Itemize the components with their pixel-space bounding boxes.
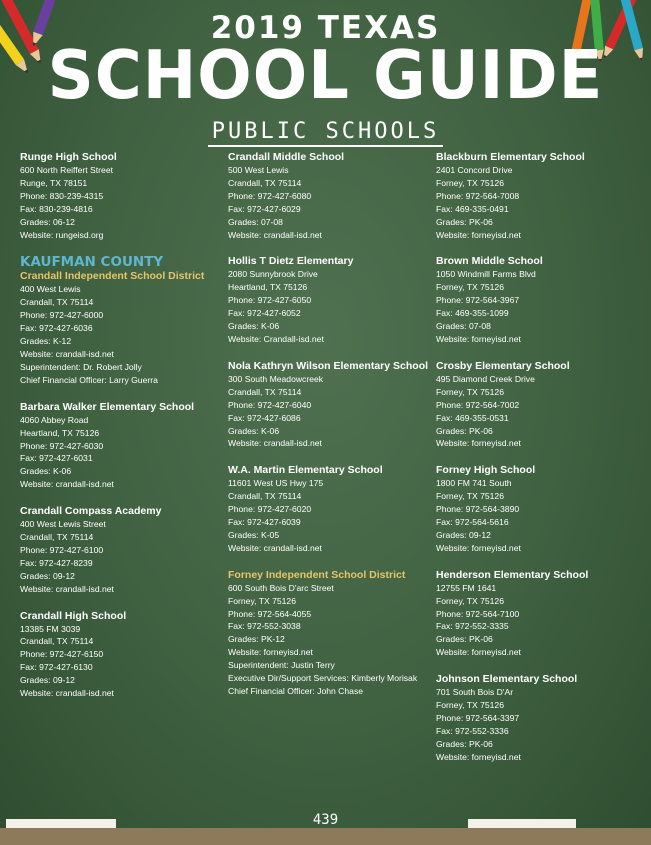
school-fax: Fax: 469-335-0491 <box>436 203 509 214</box>
school-city: Forney, TX 75126 <box>436 595 504 606</box>
school-address: 1800 FM 741 South <box>436 478 512 489</box>
school-phone: Phone: 972-427-6020 <box>228 504 312 515</box>
school-name: Barbara Walker Elementary School <box>20 400 195 413</box>
school-grades: Grades: PK-06 <box>436 216 493 227</box>
school-fax: Fax: 830-239-4816 <box>20 203 93 214</box>
school-city: Runge, TX 78151 <box>20 177 88 188</box>
district-address: 400 West Lewis <box>20 284 81 295</box>
school-name: Nola Kathryn Wilson Elementary School <box>228 359 429 372</box>
school-address: 300 South Meadowcreek <box>228 373 324 384</box>
school-grades: Grades: K-06 <box>228 321 280 332</box>
district-fax: Fax: 972-427-6036 <box>20 323 93 334</box>
school-website: Website: forneyisd.net <box>436 542 521 553</box>
school-entry-johnson <box>436 673 641 763</box>
school-city: Forney, TX 75126 <box>436 282 504 293</box>
school-entry-forney-high <box>436 464 641 554</box>
school-name: Brown Middle School <box>436 255 543 268</box>
school-city: Forney, TX 75126 <box>436 700 504 711</box>
school-entry-wa-martin <box>228 464 433 554</box>
school-fax: Fax: 972-427-6029 <box>228 203 301 214</box>
school-name: Crandall Middle School <box>228 151 345 163</box>
district-fax: Fax: 972-552-3038 <box>228 621 301 632</box>
district-exec-director: Executive Dir/Support Services: Kimberly Morisak <box>228 673 418 684</box>
school-phone: Phone: 972-427-6050 <box>228 295 312 306</box>
district-info-forney <box>228 582 433 698</box>
school-website: Website: crandall-isd.net <box>228 438 322 449</box>
school-name: W.A. Martin Elementary School <box>228 464 383 477</box>
school-fax: Fax: 972-427-8239 <box>20 557 93 568</box>
school-grades: Grades: 07-08 <box>228 216 283 227</box>
school-website: Website: forneyisd.net <box>436 229 521 240</box>
school-phone: Phone: 972-564-7008 <box>436 190 520 201</box>
school-name: Blackburn Elementary School <box>436 151 585 163</box>
school-website: Website: rungeisd.org <box>20 229 104 240</box>
school-address: 701 South Bois D'Ar <box>436 687 514 698</box>
district-heading-crandall: Crandall Independent School District <box>20 270 205 283</box>
school-website: Website: crandall-isd.net <box>20 583 114 594</box>
school-grades: Grades: 09-12 <box>20 570 75 581</box>
school-grades: Grades: PK-06 <box>436 425 493 436</box>
school-name: Crandall Compass Academy <box>20 505 162 518</box>
school-address: 4060 Abbey Road <box>20 414 89 425</box>
school-name: Henderson Elementary School <box>436 568 589 581</box>
school-website: Website: forneyisd.net <box>436 333 521 344</box>
school-phone: Phone: 972-564-3397 <box>436 713 520 723</box>
chalkboard-ledge <box>0 828 651 845</box>
district-superintendent: Superintendent: Dr. Robert Jolly <box>20 361 142 372</box>
school-entry-blackburn <box>436 151 641 241</box>
school-fax: Fax: 972-427-6130 <box>20 662 93 673</box>
school-phone: Phone: 972-564-7002 <box>436 399 520 410</box>
school-entry-crandall-compass <box>20 505 225 595</box>
school-fax: Fax: 972-427-6052 <box>228 308 301 319</box>
column-2 <box>228 151 433 712</box>
school-city: Crandall, TX 75114 <box>228 386 302 397</box>
school-grades: Grades: K-05 <box>228 529 280 540</box>
school-address: 500 West Lewis <box>228 165 289 175</box>
school-phone: Phone: 972-427-6040 <box>228 399 312 410</box>
school-address: 2080 Sunnybrook Drive <box>228 269 318 280</box>
school-entry-crandall-high <box>20 610 225 700</box>
school-fax: Fax: 972-552-3336 <box>436 725 509 736</box>
school-entry-brown-middle <box>436 255 641 345</box>
school-website: Website: crandall-isd.net <box>20 479 114 490</box>
district-grades: Grades: PK-12 <box>228 634 285 645</box>
school-website: Website: crandall-isd.net <box>20 688 114 699</box>
school-phone: Phone: 972-427-6150 <box>20 649 104 660</box>
district-info-crandall <box>20 283 225 386</box>
district-grades: Grades: K-12 <box>20 336 72 347</box>
school-city: Crandall, TX 75114 <box>20 532 94 543</box>
school-address: 495 Diamond Creek Drive <box>436 373 535 384</box>
school-address: 12755 FM 1641 <box>436 582 497 593</box>
school-entry-henderson <box>436 569 641 659</box>
school-website: Website: crandall-isd.net <box>228 229 322 240</box>
school-phone: Phone: 972-564-7100 <box>436 608 520 619</box>
school-website: Website: crandall-isd.net <box>228 542 322 553</box>
school-address: 11601 West US Hwy 175 <box>228 478 324 489</box>
district-city: Forney, TX 75126 <box>228 595 296 606</box>
column-1 <box>20 151 225 714</box>
school-city: Heartland, TX 75126 <box>20 427 100 438</box>
district-cfo: Chief Financial Officer: Larry Guerra <box>20 374 158 385</box>
school-website: Website: forneyisd.net <box>436 438 521 449</box>
school-phone: Phone: 972-427-6080 <box>228 190 312 201</box>
header-subtitle-text: PUBLIC SCHOOLS <box>208 119 443 147</box>
district-phone: Phone: 972-564-4055 <box>228 608 312 619</box>
school-fax: Fax: 469-355-1099 <box>436 308 509 319</box>
school-grades: Grades: K-06 <box>20 466 72 477</box>
district-city: Crandall, TX 75114 <box>20 297 94 308</box>
district-phone: Phone: 972-427-6000 <box>20 310 104 321</box>
school-address: 400 West Lewis Street <box>20 519 106 530</box>
school-grades: Grades: 06-12 <box>20 216 75 227</box>
school-fax: Fax: 469-355-0531 <box>436 412 509 423</box>
school-entry-runge-high <box>20 151 225 241</box>
school-grades: Grades: 07-08 <box>436 321 491 332</box>
page-number: 439 <box>312 812 339 828</box>
school-entry-crosby <box>436 360 641 450</box>
school-phone: Phone: 972-427-6030 <box>20 440 104 451</box>
school-fax: Fax: 972-427-6039 <box>228 517 301 528</box>
school-city: Forney, TX 75126 <box>436 386 504 397</box>
district-address: 600 South Bois D'arc Street <box>228 582 334 593</box>
column-3 <box>436 151 641 778</box>
school-phone: Phone: 972-564-3967 <box>436 295 520 306</box>
school-grades: Grades: 09-12 <box>20 675 75 686</box>
district-superintendent: Superintendent: Justin Terry <box>228 660 335 671</box>
school-entry-barbara-walker <box>20 401 225 491</box>
school-fax: Fax: 972-427-6031 <box>20 453 93 464</box>
school-grades: Grades: 09-12 <box>436 529 491 540</box>
school-city: Crandall, TX 75114 <box>228 491 302 502</box>
school-website: Website: forneyisd.net <box>436 647 521 658</box>
school-phone: Phone: 830-239-4315 <box>20 190 104 201</box>
school-name: Runge High School <box>20 151 117 163</box>
school-address: 1050 Windmill Farms Blvd <box>436 269 536 280</box>
school-grades: Grades: PK-06 <box>436 738 493 749</box>
district-website: Website: forneyisd.net <box>228 647 313 658</box>
school-name: Hollis T Dietz Elementary <box>228 255 354 268</box>
county-heading: KAUFMAN COUNTY <box>20 254 164 271</box>
school-address: 600 North Reiffert Street <box>20 165 113 175</box>
school-grades: Grades: PK-06 <box>436 634 493 645</box>
district-cfo: Chief Financial Officer: John Chase <box>228 686 364 696</box>
school-city: Forney, TX 75126 <box>436 491 504 502</box>
school-entry-nola-wilson <box>228 360 433 450</box>
header-main-title: SCHOOL GUIDE <box>47 37 604 115</box>
school-entry-hollis-dietz <box>228 255 433 345</box>
school-fax: Fax: 972-564-5616 <box>436 517 509 528</box>
school-website: Website: forneyisd.net <box>436 751 521 762</box>
header-year-title: 2019 TEXAS <box>210 10 441 46</box>
school-name: Forney High School <box>436 464 536 477</box>
school-entry-crandall-middle <box>228 151 433 241</box>
school-grades: Grades: K-06 <box>228 425 280 436</box>
district-heading-forney: Forney Independent School District <box>228 568 406 581</box>
school-city: Crandall, TX 75114 <box>228 177 302 188</box>
school-address: 13385 FM 3039 <box>20 623 81 634</box>
school-website: Website: Crandall-isd.net <box>228 333 324 344</box>
school-name: Crosby Elementary School <box>436 359 570 372</box>
header-subtitle <box>0 119 651 144</box>
school-address: 2401 Concord Drive <box>436 165 513 175</box>
school-name: Crandall High School <box>20 609 127 622</box>
school-phone: Phone: 972-427-6100 <box>20 544 104 555</box>
school-city: Heartland, TX 75126 <box>228 282 308 293</box>
school-city: Crandall, TX 75114 <box>20 636 94 647</box>
school-city: Forney, TX 75126 <box>436 177 504 188</box>
school-fax: Fax: 972-427-6086 <box>228 412 301 423</box>
school-name: Johnson Elementary School <box>436 673 578 686</box>
school-fax: Fax: 972-552-3335 <box>436 621 509 632</box>
district-website: Website: crandall-isd.net <box>20 348 114 359</box>
school-phone: Phone: 972-564-3890 <box>436 504 520 515</box>
